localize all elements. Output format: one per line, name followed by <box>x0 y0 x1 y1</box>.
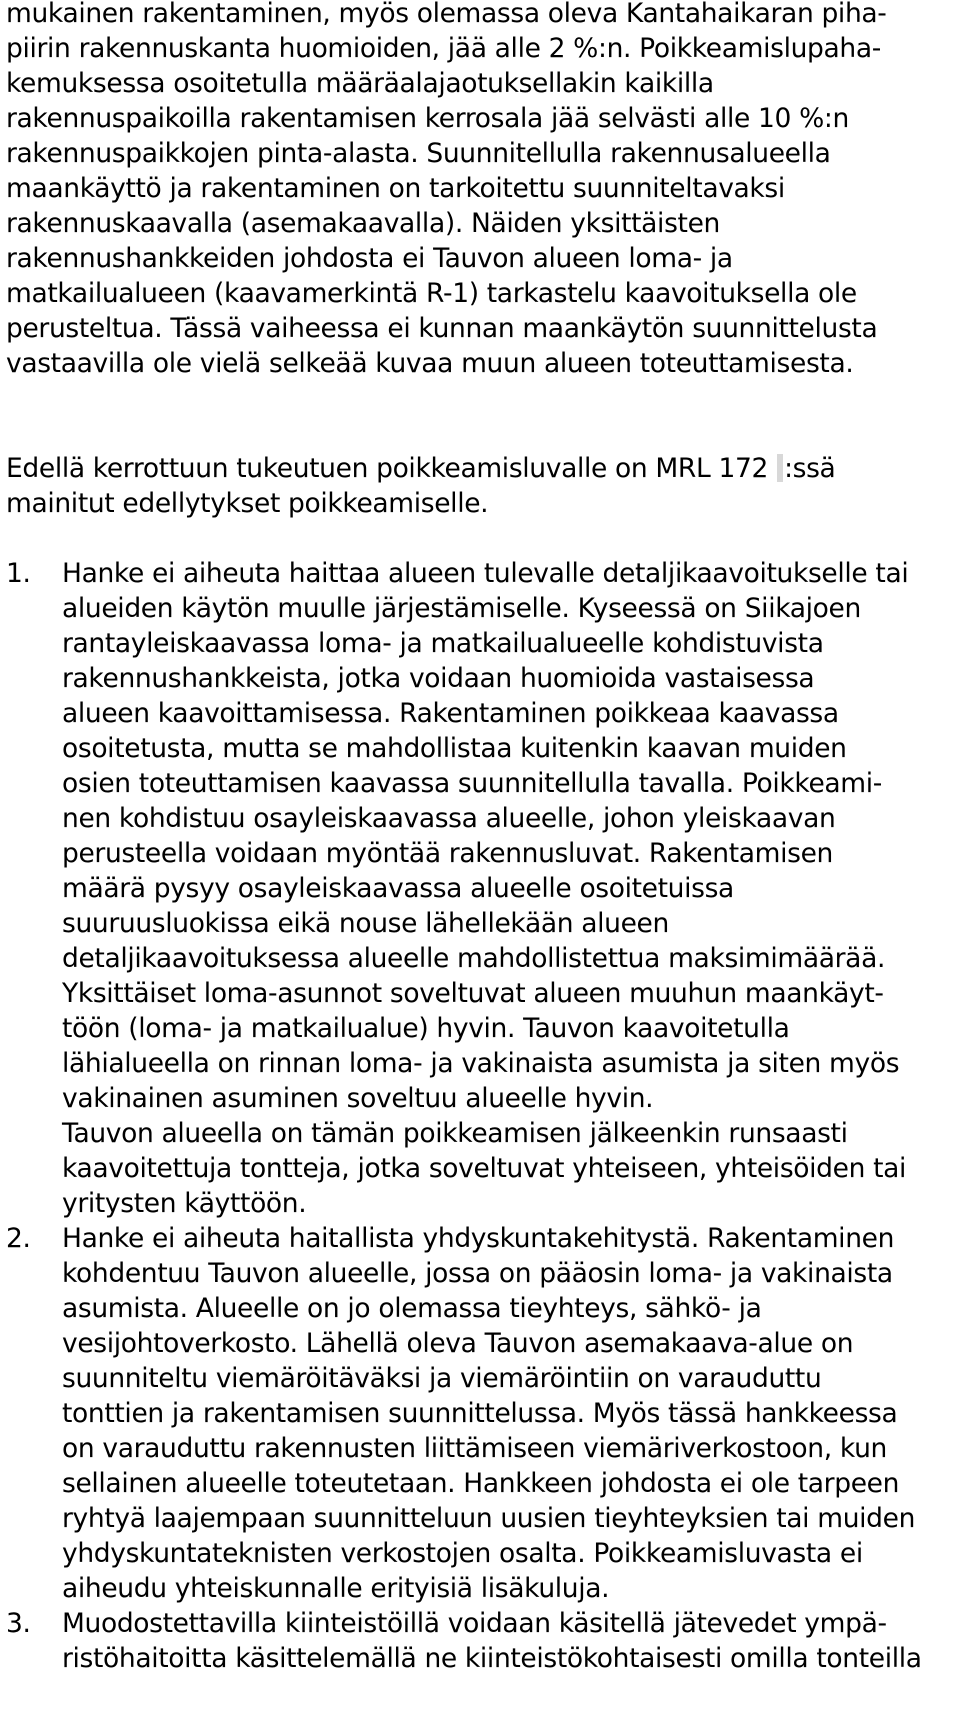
paragraph-line <box>6 452 835 485</box>
paragraph-line: mainitut edellytykset poikkeamiselle. <box>6 488 489 519</box>
list-item-line: vakinainen asuminen soveltuu alueelle hyvin. <box>62 1083 654 1114</box>
list-item-line: suunniteltu viemäröitäväksi ja viemäröintiin on varauduttu <box>62 1363 822 1394</box>
paragraph-text: :ssä <box>784 453 836 484</box>
list-item-line: alueen kaavoittamisessa. Rakentaminen poikkeaa kaavassa <box>62 698 839 729</box>
list-item-line: detaljikaavoituksessa alueelle mahdollistettua maksimimäärää. <box>62 943 886 974</box>
list-item-line: osoitetusta, mutta se mahdollistaa kuitenkin kaavan muiden <box>62 733 847 764</box>
list-item-line: määrä pysyy osayleiskaavassa alueelle osoitetuissa <box>62 873 734 904</box>
paragraph-line: maankäyttö ja rakentaminen on tarkoitettu suunniteltavaksi <box>6 173 785 204</box>
list-item-line: sellainen alueelle toteutetaan. Hankkeen johdosta ei ole tarpeen <box>62 1468 900 1499</box>
paragraph-line: mukainen rakentaminen, myös olemassa oleva Kantahaikaran piha- <box>6 0 887 29</box>
list-item-line: osien toteuttamisen kaavassa suunnitellulla tavalla. Poikkeami- <box>62 768 882 799</box>
list-item-number: 3. <box>6 1608 31 1639</box>
list-item-line: Yksittäiset loma-asunnot soveltuvat alueen muuhun maankäyt- <box>62 978 884 1009</box>
list-item-line: Hanke ei aiheuta haitallista yhdyskuntakehitystä. Rakentaminen <box>62 1223 895 1254</box>
list-item-line: ryhtyä laajempaan suunnitteluun uusien tieyhteyksien tai muiden <box>62 1503 916 1534</box>
list-item-line: alueiden käytön muulle järjestämiselle. Kyseessä on Siikajoen <box>62 593 861 624</box>
list-item-line: on varauduttu rakennusten liittämiseen viemäriverkostoon, kun <box>62 1433 887 1464</box>
list-item-line: ristöhaitoitta käsittelemällä ne kiinteistökohtaisesti omilla tonteilla <box>62 1643 922 1674</box>
paragraph-line: rakennuspaikoilla rakentamisen kerrosala jää selvästi alle 10 %:n <box>6 103 849 134</box>
paragraph-line: kemuksessa osoitetulla määräalajaotuksellakin kaikilla <box>6 68 714 99</box>
list-item-line: yhdyskuntateknisten verkostojen osalta. Poikkeamisluvasta ei <box>62 1538 863 1569</box>
paragraph-line: rakennuspaikkojen pinta-alasta. Suunnitellulla rakennusalueella <box>6 138 831 169</box>
paragraph-line: piirin rakennuskanta huomioiden, jää alle 2 %:n. Poikkeamislupaha- <box>6 33 881 64</box>
paragraph-line: vastaavilla ole vielä selkeää kuvaa muun alueen toteuttamisesta. <box>6 348 854 379</box>
list-item-line: yritysten käyttöön. <box>62 1188 307 1219</box>
list-item-line: Hanke ei aiheuta haittaa alueen tulevalle detaljikaavoitukselle tai <box>62 558 909 589</box>
list-item-line: suuruusluokissa eikä nouse lähellekään alueen <box>62 908 669 939</box>
list-item-line: perusteella voidaan myöntää rakennusluvat. Rakentamisen <box>62 838 833 869</box>
list-item-line: tonttien ja rakentamisen suunnittelussa. Myös tässä hankkeessa <box>62 1398 898 1429</box>
list-item-line: rantayleiskaavassa loma- ja matkailualueelle kohdistuvista <box>62 628 824 659</box>
list-item-line: rakennushankkeista, jotka voidaan huomioida vastaisessa <box>62 663 815 694</box>
list-item-line: aiheudu yhteiskunnalle erityisiä lisäkuluja. <box>62 1573 610 1604</box>
list-item-line: nen kohdistuu osayleiskaavassa alueelle, johon yleiskaavan <box>62 803 836 834</box>
list-item-line: kaavoitettuja tontteja, jotka soveltuvat yhteiseen, yhteisöiden tai <box>62 1153 907 1184</box>
list-item-line: kohdentuu Tauvon alueelle, jossa on pääosin loma- ja vakinaista <box>62 1258 893 1289</box>
list-item-line: lähialueella on rinnan loma- ja vakinaista asumista ja siten myös <box>62 1048 900 1079</box>
list-item-line: vesijohtoverkosto. Lähellä oleva Tauvon asemakaava-alue on <box>62 1328 854 1359</box>
paragraph-line: rakennushankkeiden johdosta ei Tauvon alueen loma- ja <box>6 243 733 274</box>
list-item-number: 1. <box>6 558 31 589</box>
list-item-line: töön (loma- ja matkailualue) hyvin. Tauvon kaavoitetulla <box>62 1013 790 1044</box>
paragraph-text: Edellä kerrottuun tukeutuen poikkeamisluvalle on MRL 172 <box>6 453 768 484</box>
list-item-line: Muodostettavilla kiinteistöillä voidaan käsitellä jätevedet ympä- <box>62 1608 887 1639</box>
list-item-line: Tauvon alueella on tämän poikkeamisen jälkeenkin runsaasti <box>62 1118 848 1149</box>
paragraph-line: rakennuskaavalla (asemakaavalla). Näiden yksittäisten <box>6 208 720 239</box>
list-item-line: asumista. Alueelle on jo olemassa tieyhteys, sähkö- ja <box>62 1293 762 1324</box>
paragraph-line: perusteltua. Tässä vaiheessa ei kunnan maankäytön suunnittelusta <box>6 313 878 344</box>
list-item-number: 2. <box>6 1223 31 1254</box>
text-selection-mark <box>777 454 783 482</box>
paragraph-line: matkailualueen (kaavamerkintä R-1) tarkastelu kaavoituksella ole <box>6 278 857 309</box>
